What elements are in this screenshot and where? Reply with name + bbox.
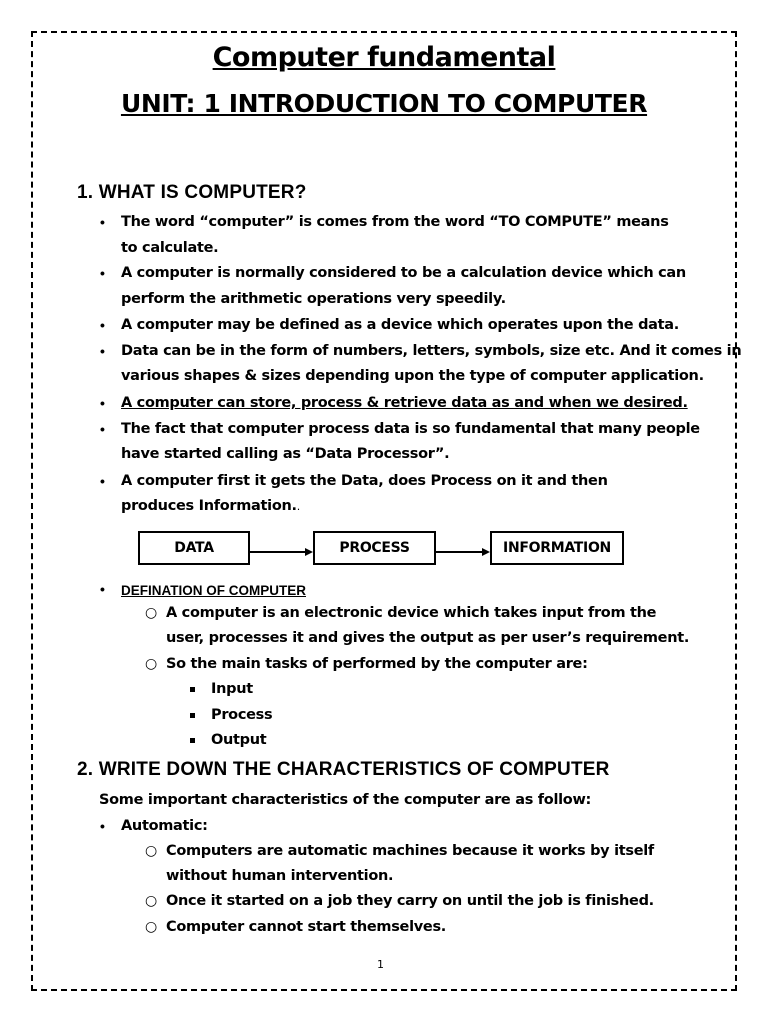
diagram-box-information: INFORMATION	[490, 531, 624, 565]
bullet-icon: •	[100, 818, 105, 834]
circle-bullet-icon: ○	[145, 919, 158, 935]
square-bullet-icon	[190, 687, 195, 692]
bullet-icon: •	[100, 581, 105, 597]
task-input: Input	[211, 681, 253, 697]
bullet-2-line-1: A computer is normally considered to be a calculation device which can	[121, 265, 686, 281]
bullet-icon: •	[100, 317, 105, 333]
automatic-sub-3-line-1: Computer cannot start themselves.	[166, 919, 446, 935]
task-process: Process	[211, 707, 273, 723]
document-title: Computer fundamental	[212, 42, 556, 73]
bullet-7-line-1: A computer first it gets the Data, does Process on it and then	[121, 473, 608, 489]
bullet-3-line-1: A computer may be defined as a device which operates upon the data.	[121, 317, 679, 333]
definition-sub-1-line-1: A computer is an electronic device which takes input from the	[166, 605, 657, 621]
circle-bullet-icon: ○	[145, 605, 158, 621]
automatic-sub-2-line-1: Once it started on a job they carry on until the job is finished.	[166, 893, 654, 909]
diagram-arrows	[250, 540, 490, 560]
square-bullet-icon	[190, 738, 195, 743]
bullet-6-line-1: The fact that computer process data is so fundamental that many people	[121, 421, 700, 437]
bullet-2-line-2: perform the arithmetic operations very speedily.	[121, 291, 506, 307]
bullet-icon: •	[100, 421, 105, 437]
section2-heading: 2. WRITE DOWN THE CHARACTERISTICS OF COMPUTER	[77, 759, 610, 780]
arrow-right-icon	[250, 548, 313, 556]
circle-bullet-icon: ○	[145, 893, 158, 909]
bullet-1-line-1: The word “computer” is comes from the word “TO COMPUTE” means	[121, 214, 669, 230]
automatic-sub-1-line-1: Computers are automatic machines because it works by itself	[166, 843, 654, 859]
definition-sub-2-line-1: So the main tasks of performed by the computer are:	[166, 656, 588, 672]
page-number: 1	[377, 958, 384, 971]
circle-bullet-icon: ○	[145, 843, 158, 859]
section2-intro: Some important characteristics of the computer are as follow:	[99, 792, 592, 808]
bullet-icon: •	[100, 473, 105, 489]
arrow-right-icon	[436, 548, 490, 556]
bullet-6-line-2: have started calling as “Data Processor”.	[121, 446, 450, 462]
diagram-box-process: PROCESS	[313, 531, 436, 565]
definition-heading: DEFINATION OF COMPUTER	[121, 583, 306, 598]
bullet-7-line-2: produces Information..	[121, 498, 300, 514]
bullet-4-line-1: Data can be in the form of numbers, letters, symbols, size etc. And it comes in	[121, 343, 742, 359]
unit-title: UNIT: 1 INTRODUCTION TO COMPUTER	[120, 89, 648, 118]
bullet-icon: •	[100, 214, 105, 230]
circle-bullet-icon: ○	[145, 656, 158, 672]
bullet-icon: •	[100, 395, 105, 411]
section1-heading: 1. WHAT IS COMPUTER?	[77, 182, 307, 203]
square-bullet-icon	[190, 713, 195, 718]
automatic-sub-1-line-2: without human intervention.	[166, 868, 394, 884]
task-output: Output	[211, 732, 267, 748]
bullet-1-line-2: to calculate.	[121, 240, 219, 256]
bullet-4-line-2: various shapes & sizes depending upon the type of computer application.	[121, 368, 704, 384]
bullet-icon: •	[100, 343, 105, 359]
automatic-bullet: Automatic:	[121, 818, 208, 834]
diagram-box-data: DATA	[138, 531, 250, 565]
bullet-icon: •	[100, 265, 105, 281]
definition-sub-1-line-2: user, processes it and gives the output as per user’s requirement.	[166, 630, 690, 646]
bullet-5-line-1: A computer can store, process & retrieve data as and when we desired.	[121, 395, 688, 411]
